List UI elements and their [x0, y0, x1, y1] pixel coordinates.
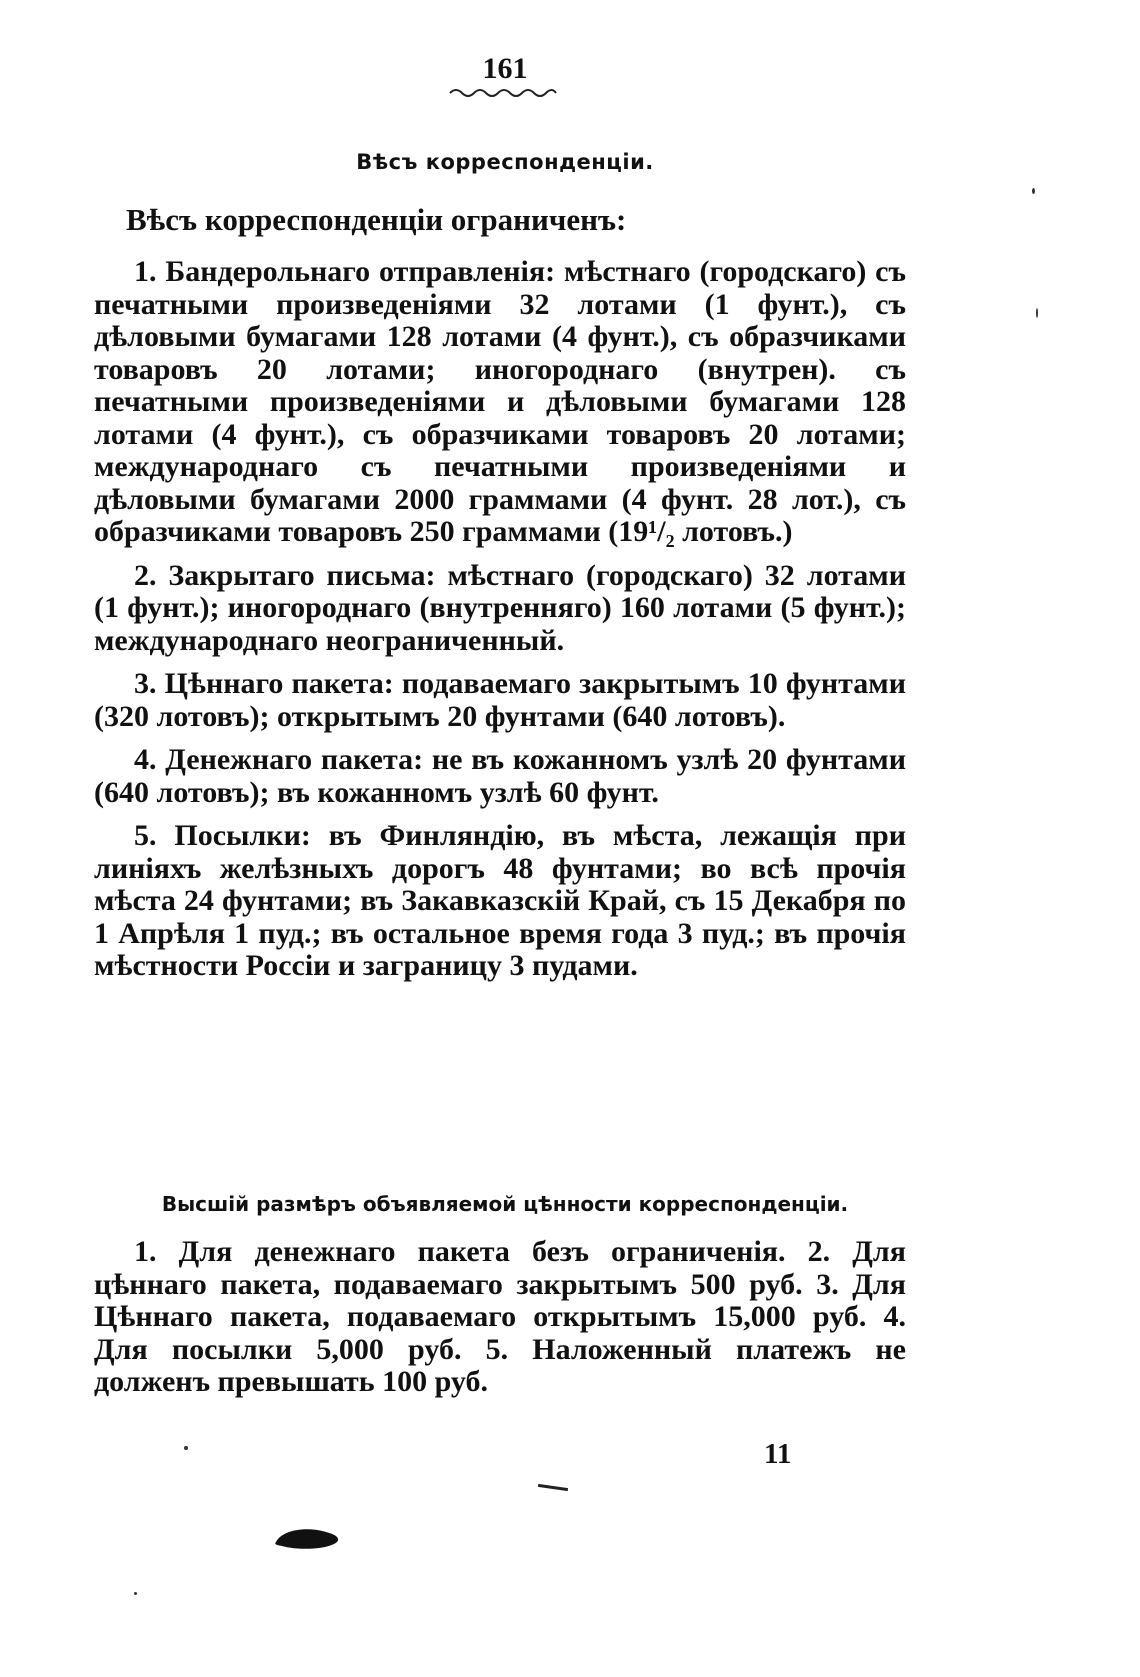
page-number: 161 [482, 52, 528, 85]
signature-mark: 11 [764, 1438, 792, 1470]
list-item: 5. Посылки: въ Финляндію, въ мѣста, лежащія при линіяхъ желѣзныхъ дорогъ 48 фунтами; во всѣ прочія мѣста 24 фунтами; въ Закавказскій Край, съ 15 Декабря по 1 Апрѣля 1 пуд.; въ остальное время года 3 пуд.; въ прочія мѣстности Россіи и заграницу 3 пудами. [94, 819, 906, 982]
list-item: 4. Денежнаго пакета: не въ кожанномъ узлѣ 20 фунтами (640 лотовъ); въ кожанномъ узлѣ 60 фунт. [94, 743, 906, 809]
list-item: 1. Бандерольнаго отправленія: мѣстнаго (городскаго) съ печатными произведеніями 32 лотами (1 фунт.), съ дѣловыми бумагами 128 лотами (4 фунт.), съ образчиками товаровъ 20 лотами; иногороднаго (внутрен). съ печатными произведеніями и дѣловыми бумагами 128 лотами (4 фунт.), съ образчиками товаровъ 20 лотами; международнаго съ печатными произведеніями и дѣловыми бумагами 2000 граммами (4 фунт. 28 лот.), съ образчиками товаровъ 250 граммами (19¹/₂ лотовъ.) [94, 255, 906, 548]
ink-dash [538, 1484, 568, 1491]
weight-limits-list [94, 256, 906, 994]
ink-speck [134, 1592, 137, 1595]
list-item: 3. Цѣннаго пакета: подаваемаго закрытымъ 10 фунтами (320 лотовъ); открытымъ 20 фунтами (640 лотовъ). [94, 667, 906, 733]
ink-speck [1036, 308, 1038, 318]
ink-blot-icon [272, 1524, 344, 1552]
ink-speck [184, 1446, 188, 1450]
section-intro: Вѣсъ корреспонденціи ограниченъ: [126, 202, 627, 237]
wavy-underline-ornament [448, 86, 558, 100]
declared-value-paragraph [94, 1236, 906, 1410]
section-heading-declared-value: Высшій размѣръ объявляемой цѣнности корреспонденціи. [161, 1192, 849, 1216]
paragraph-text: 1. Для денежнаго пакета безъ ограниченія. 2. Для цѣннаго пакета, подаваемаго закрытымъ 500 руб. 3. Для Цѣннаго пакета, подаваемаго открытымъ 15,000 руб. 4. Для посылки 5,000 руб. 5. Наложенный платежъ не долженъ превышать 100 руб. [94, 1235, 906, 1398]
ink-speck [1032, 188, 1035, 194]
section-heading-weight: Вѣсъ корреспонденціи. [356, 150, 654, 174]
list-item: 2. Закрытаго письма: мѣстнаго (городскаго) 32 лотами (1 фунт.); иногороднаго (внутренняго) 160 лотами (5 фунт.); международнаго неограниченный. [94, 558, 906, 657]
